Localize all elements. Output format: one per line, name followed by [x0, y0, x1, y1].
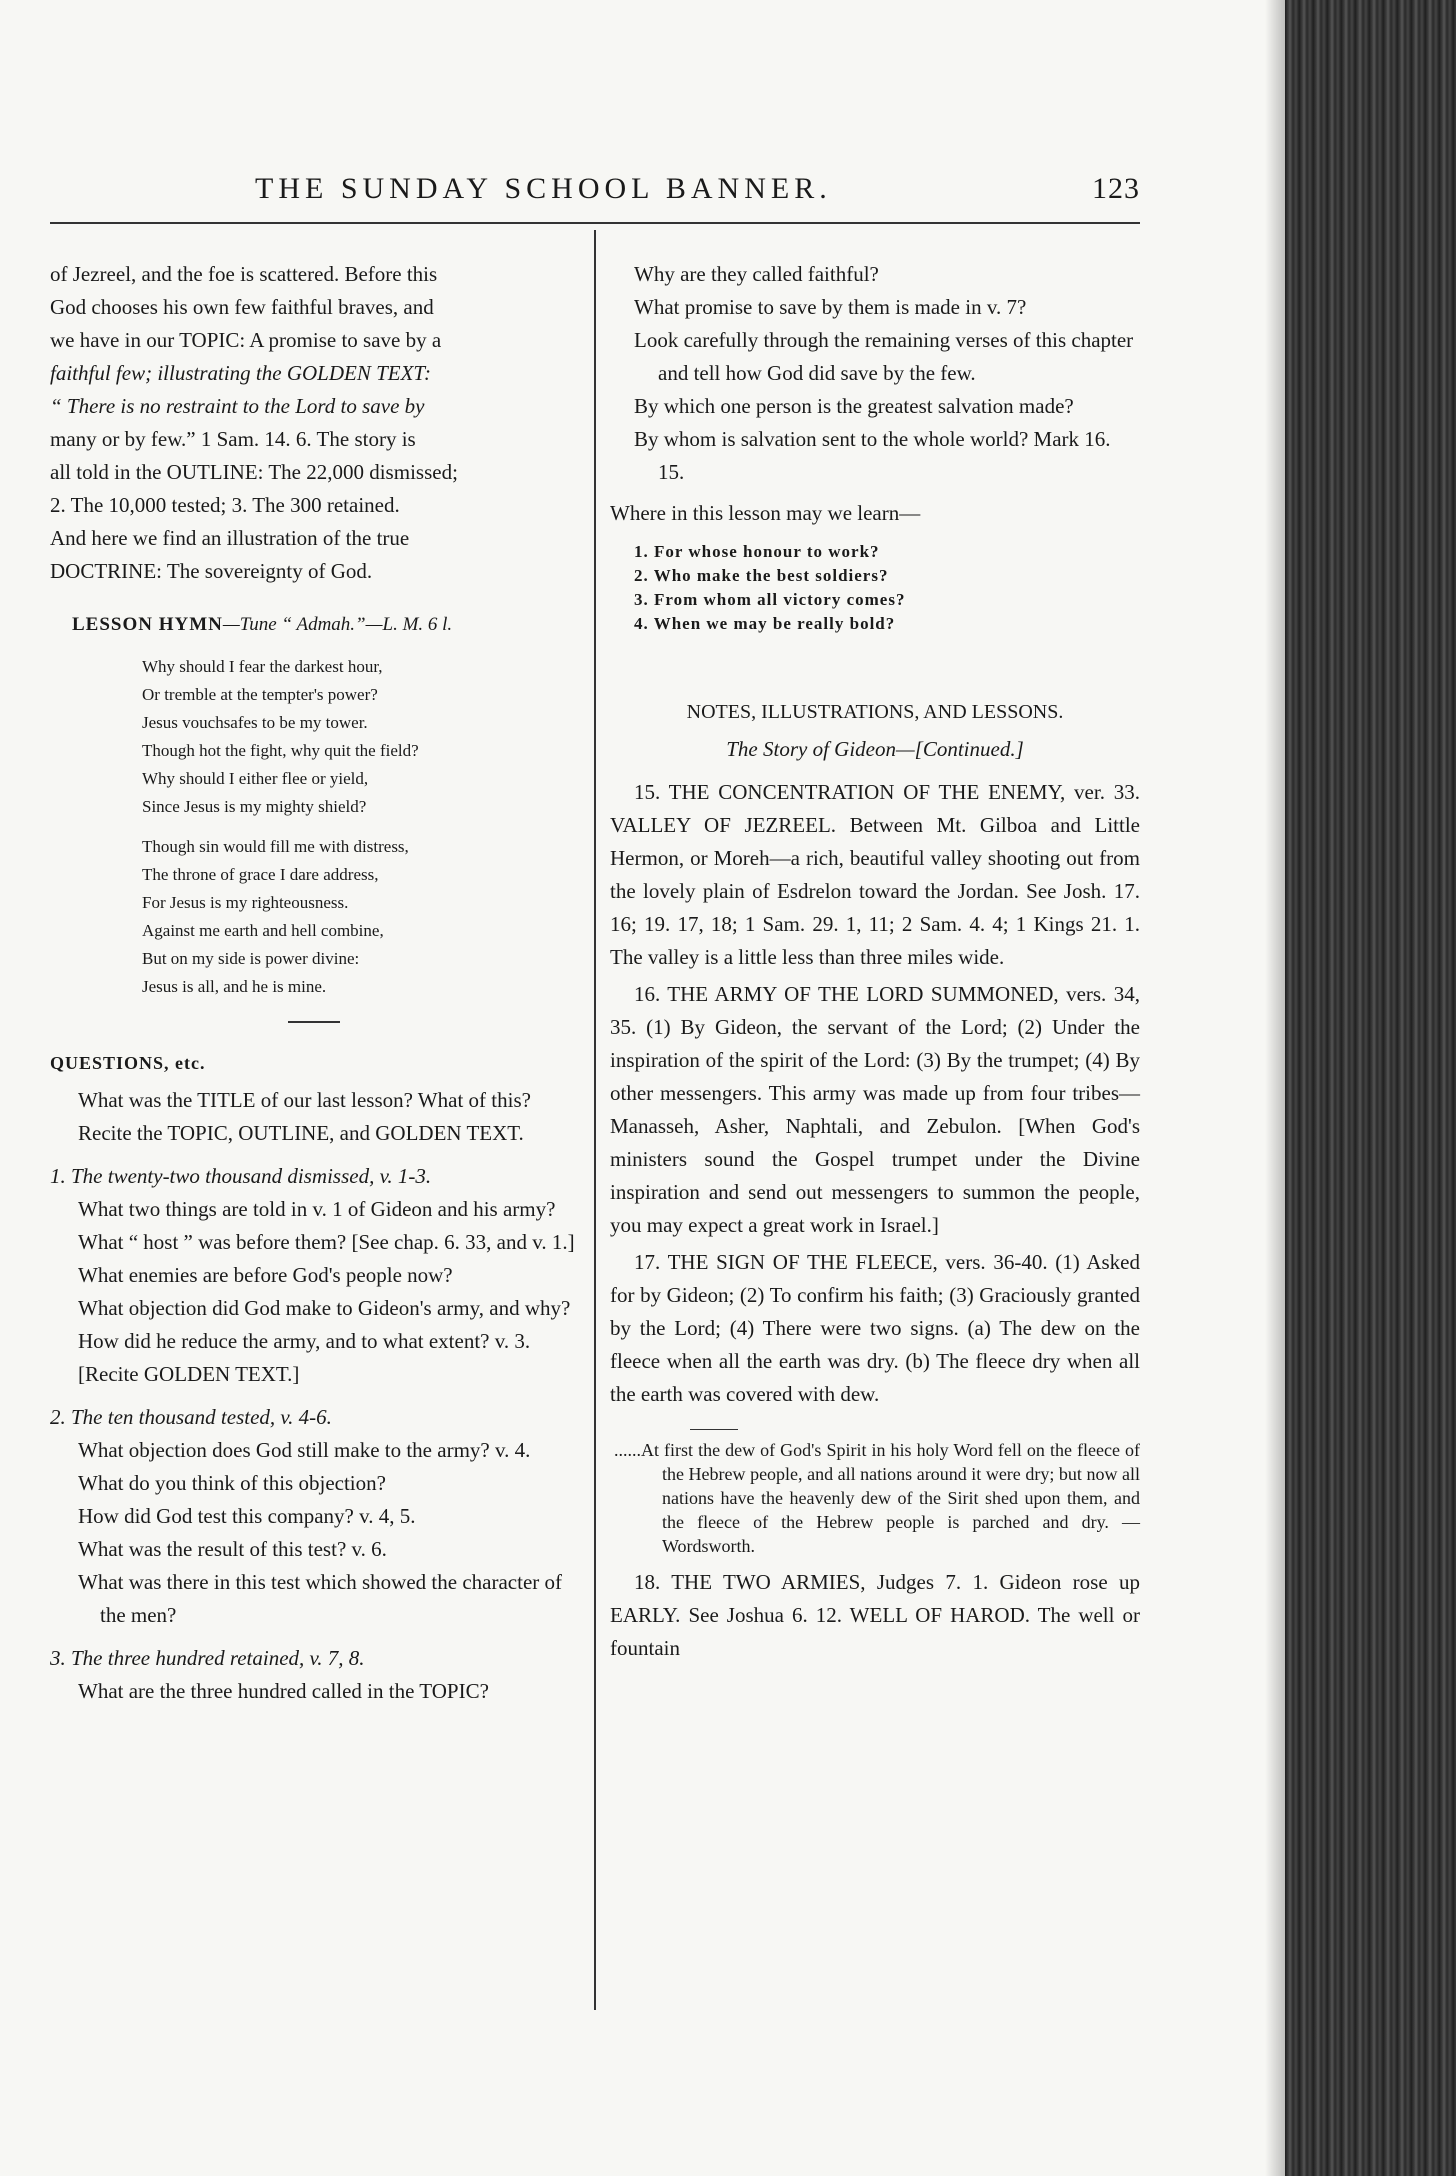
question: What “ host ” was before them? [See chap. 6. 33, and v. 1.]	[78, 1230, 575, 1254]
hymn-stanza	[142, 653, 578, 821]
learn-item: 3. From whom all victory comes?	[634, 590, 906, 609]
notes-heading: NOTES, ILLUSTRATIONS, AND LESSONS.	[686, 701, 1064, 723]
question: By which one person is the greatest salvation made?	[634, 394, 1074, 418]
intro-line: “ There is no restraint to the Lord to save by	[50, 394, 425, 418]
hymn-line: Though hot the fight, why quit the field?	[142, 741, 419, 760]
intro-line: DOCTRINE: The sovereignty of God.	[50, 559, 373, 583]
intro-line: faithful few; illustrating the GOLDEN TEXT:	[50, 361, 431, 385]
book-edge	[1285, 0, 1456, 2176]
page-title: THE SUNDAY SCHOOL BANNER.	[255, 172, 832, 205]
hymn-line: Jesus is all, and he is mine.	[142, 977, 327, 996]
hymn-line: For Jesus is my righteousness.	[142, 893, 349, 912]
question: What was the result of this test? v. 6.	[78, 1537, 387, 1561]
intro-line: of Jezreel, and the foe is scattered. Before this	[50, 262, 438, 286]
note-16: 16. THE ARMY OF THE LORD SUMMONED, vers. 34, 35. (1) By Gideon, the servant of the Lord; (2) Under the inspiration of the spirit of the Lord: (3) By the trumpet; (4) By other messengers. This army was made up from four tribes—Manasseh, Asher, Naphtali, and Zebulon. [When God's ministers sound the Gospel trumpet under the Divine inspiration and send out messengers to summon the people, you may expect a great work in Israel.]	[610, 982, 1140, 1237]
learn-list	[634, 540, 1140, 636]
question: What objection does God still make to the army? v. 4.	[78, 1438, 531, 1462]
hymn-line: But on my side is power divine:	[142, 949, 360, 968]
column-divider	[594, 230, 596, 2010]
question: Look carefully through the remaining verses of this chapter and tell how God did save by the few.	[634, 328, 1134, 385]
intro-line: all told in the OUTLINE: The 22,000 dismissed;	[50, 460, 458, 484]
hymn-line: Against me earth and hell combine,	[142, 921, 384, 940]
question: Why are they called faithful?	[634, 262, 879, 286]
page-number: 123	[1092, 172, 1140, 205]
intro-line: God chooses his own few faithful braves, and	[50, 295, 434, 319]
left-column	[50, 258, 578, 1708]
question: What two things are told in v. 1 of Gideon and his army?	[78, 1197, 556, 1221]
quote-rule	[690, 1429, 738, 1430]
intro-line: 2. The 10,000 tested; 3. The 300 retained.	[50, 493, 400, 517]
wordsworth-quote: ......At first the dew of God's Spirit in his holy Word fell on the fleece of the Hebrew people, and all nations around it were dry; but now all nations have the heavenly dew of the Sirit shed upon them, and the fleece of the Hebrew people is parched and dry. —Wordsworth.	[614, 1440, 1140, 1556]
hymn-stanza	[142, 833, 578, 1001]
intro-line: we have in our TOPIC: A promise to save by a	[50, 328, 442, 352]
question: How did he reduce the army, and to what extent? v. 3.	[78, 1329, 531, 1353]
hymn-line: Jesus vouchsafes to be my tower.	[142, 713, 368, 732]
learn-intro: Where in this lesson may we learn—	[610, 501, 921, 525]
section-title: 3. The three hundred retained, v. 7, 8.	[50, 1646, 365, 1670]
question: [Recite GOLDEN TEXT.]	[78, 1362, 300, 1386]
right-column	[610, 258, 1140, 1665]
learn-item: 2. Who make the best soldiers?	[634, 566, 889, 585]
hymn-line: Though sin would fill me with distress,	[142, 837, 409, 856]
question: What enemies are before God's people now?	[78, 1263, 453, 1287]
section-title: 2. The ten thousand tested, v. 4-6.	[50, 1405, 332, 1429]
note-17: 17. THE SIGN OF THE FLEECE, vers. 36-40. (1) Asked for by Gideon; (2) To confirm his faith; (3) Graciously granted by the Lord; (4) There were two signs. (a) The dew on the fleece when all the earth was dry. (b) The fleece dry when all the earth was covered with dew.	[610, 1250, 1140, 1406]
hymn-line: Why should I fear the darkest hour,	[142, 657, 383, 676]
hymn-line: The throne of grace I dare address,	[142, 865, 379, 884]
questions-heading: QUESTIONS, etc.	[50, 1053, 206, 1073]
question: What objection did God make to Gideon's army, and why?	[78, 1296, 571, 1320]
note-15: 15. THE CONCENTRATION OF THE ENEMY, ver. 33. VALLEY OF JEZREEL. Between Mt. Gilboa and Little Hermon, or Moreh—a rich, beautiful valley shooting out from the lovely plain of Esdrelon toward the Jordan. See Josh. 17. 16; 19. 17, 18; 1 Sam. 29. 1, 11; 2 Sam. 4. 4; 1 Kings 21. 1. The valley is a little less than three miles wide.	[610, 780, 1140, 969]
learn-item: 4. When we may be really bold?	[634, 614, 896, 633]
hymn-line: Why should I either flee or yield,	[142, 769, 369, 788]
intro-paragraph	[50, 258, 578, 588]
notes-subheading: The Story of Gideon—[Continued.]	[726, 737, 1024, 761]
question: How did God test this company? v. 4, 5.	[78, 1504, 416, 1528]
section-title: 1. The twenty-two thousand dismissed, v. 1-3.	[50, 1164, 432, 1188]
intro-line: And here we find an illustration of the true	[50, 526, 410, 550]
learn-item: 1. For whose honour to work?	[634, 542, 880, 561]
intro-line: many or by few.” 1 Sam. 14. 6. The story is	[50, 427, 416, 451]
question: What do you think of this objection?	[78, 1471, 386, 1495]
question: By whom is salvation sent to the whole world? Mark 16. 15.	[634, 427, 1111, 484]
page-gutter-shadow	[1265, 0, 1287, 2176]
note-18: 18. THE TWO ARMIES, Judges 7. 1. Gideon rose up EARLY. See Joshua 6. 12. WELL OF HAROD. The well or fountain	[610, 1570, 1140, 1660]
hymn-line: Since Jesus is my mighty shield?	[142, 797, 367, 816]
hymn-tune: —Tune “ Admah.”—L. M. 6 l.	[222, 614, 453, 635]
question: What promise to save by them is made in v. 7?	[634, 295, 1027, 319]
section-rule	[288, 1021, 340, 1023]
question: What are the three hundred called in the TOPIC?	[78, 1679, 489, 1703]
hymn-title: LESSON HYMN	[72, 614, 223, 635]
lesson-hymn-heading	[72, 608, 578, 641]
question: Recite the TOPIC, OUTLINE, and GOLDEN TEXT.	[78, 1121, 524, 1145]
hymn-line: Or tremble at the tempter's power?	[142, 685, 378, 704]
header-rule	[50, 222, 1140, 224]
question: What was there in this test which showed the character of the men?	[78, 1570, 562, 1627]
question: What was the TITLE of our last lesson? What of this?	[78, 1088, 531, 1112]
